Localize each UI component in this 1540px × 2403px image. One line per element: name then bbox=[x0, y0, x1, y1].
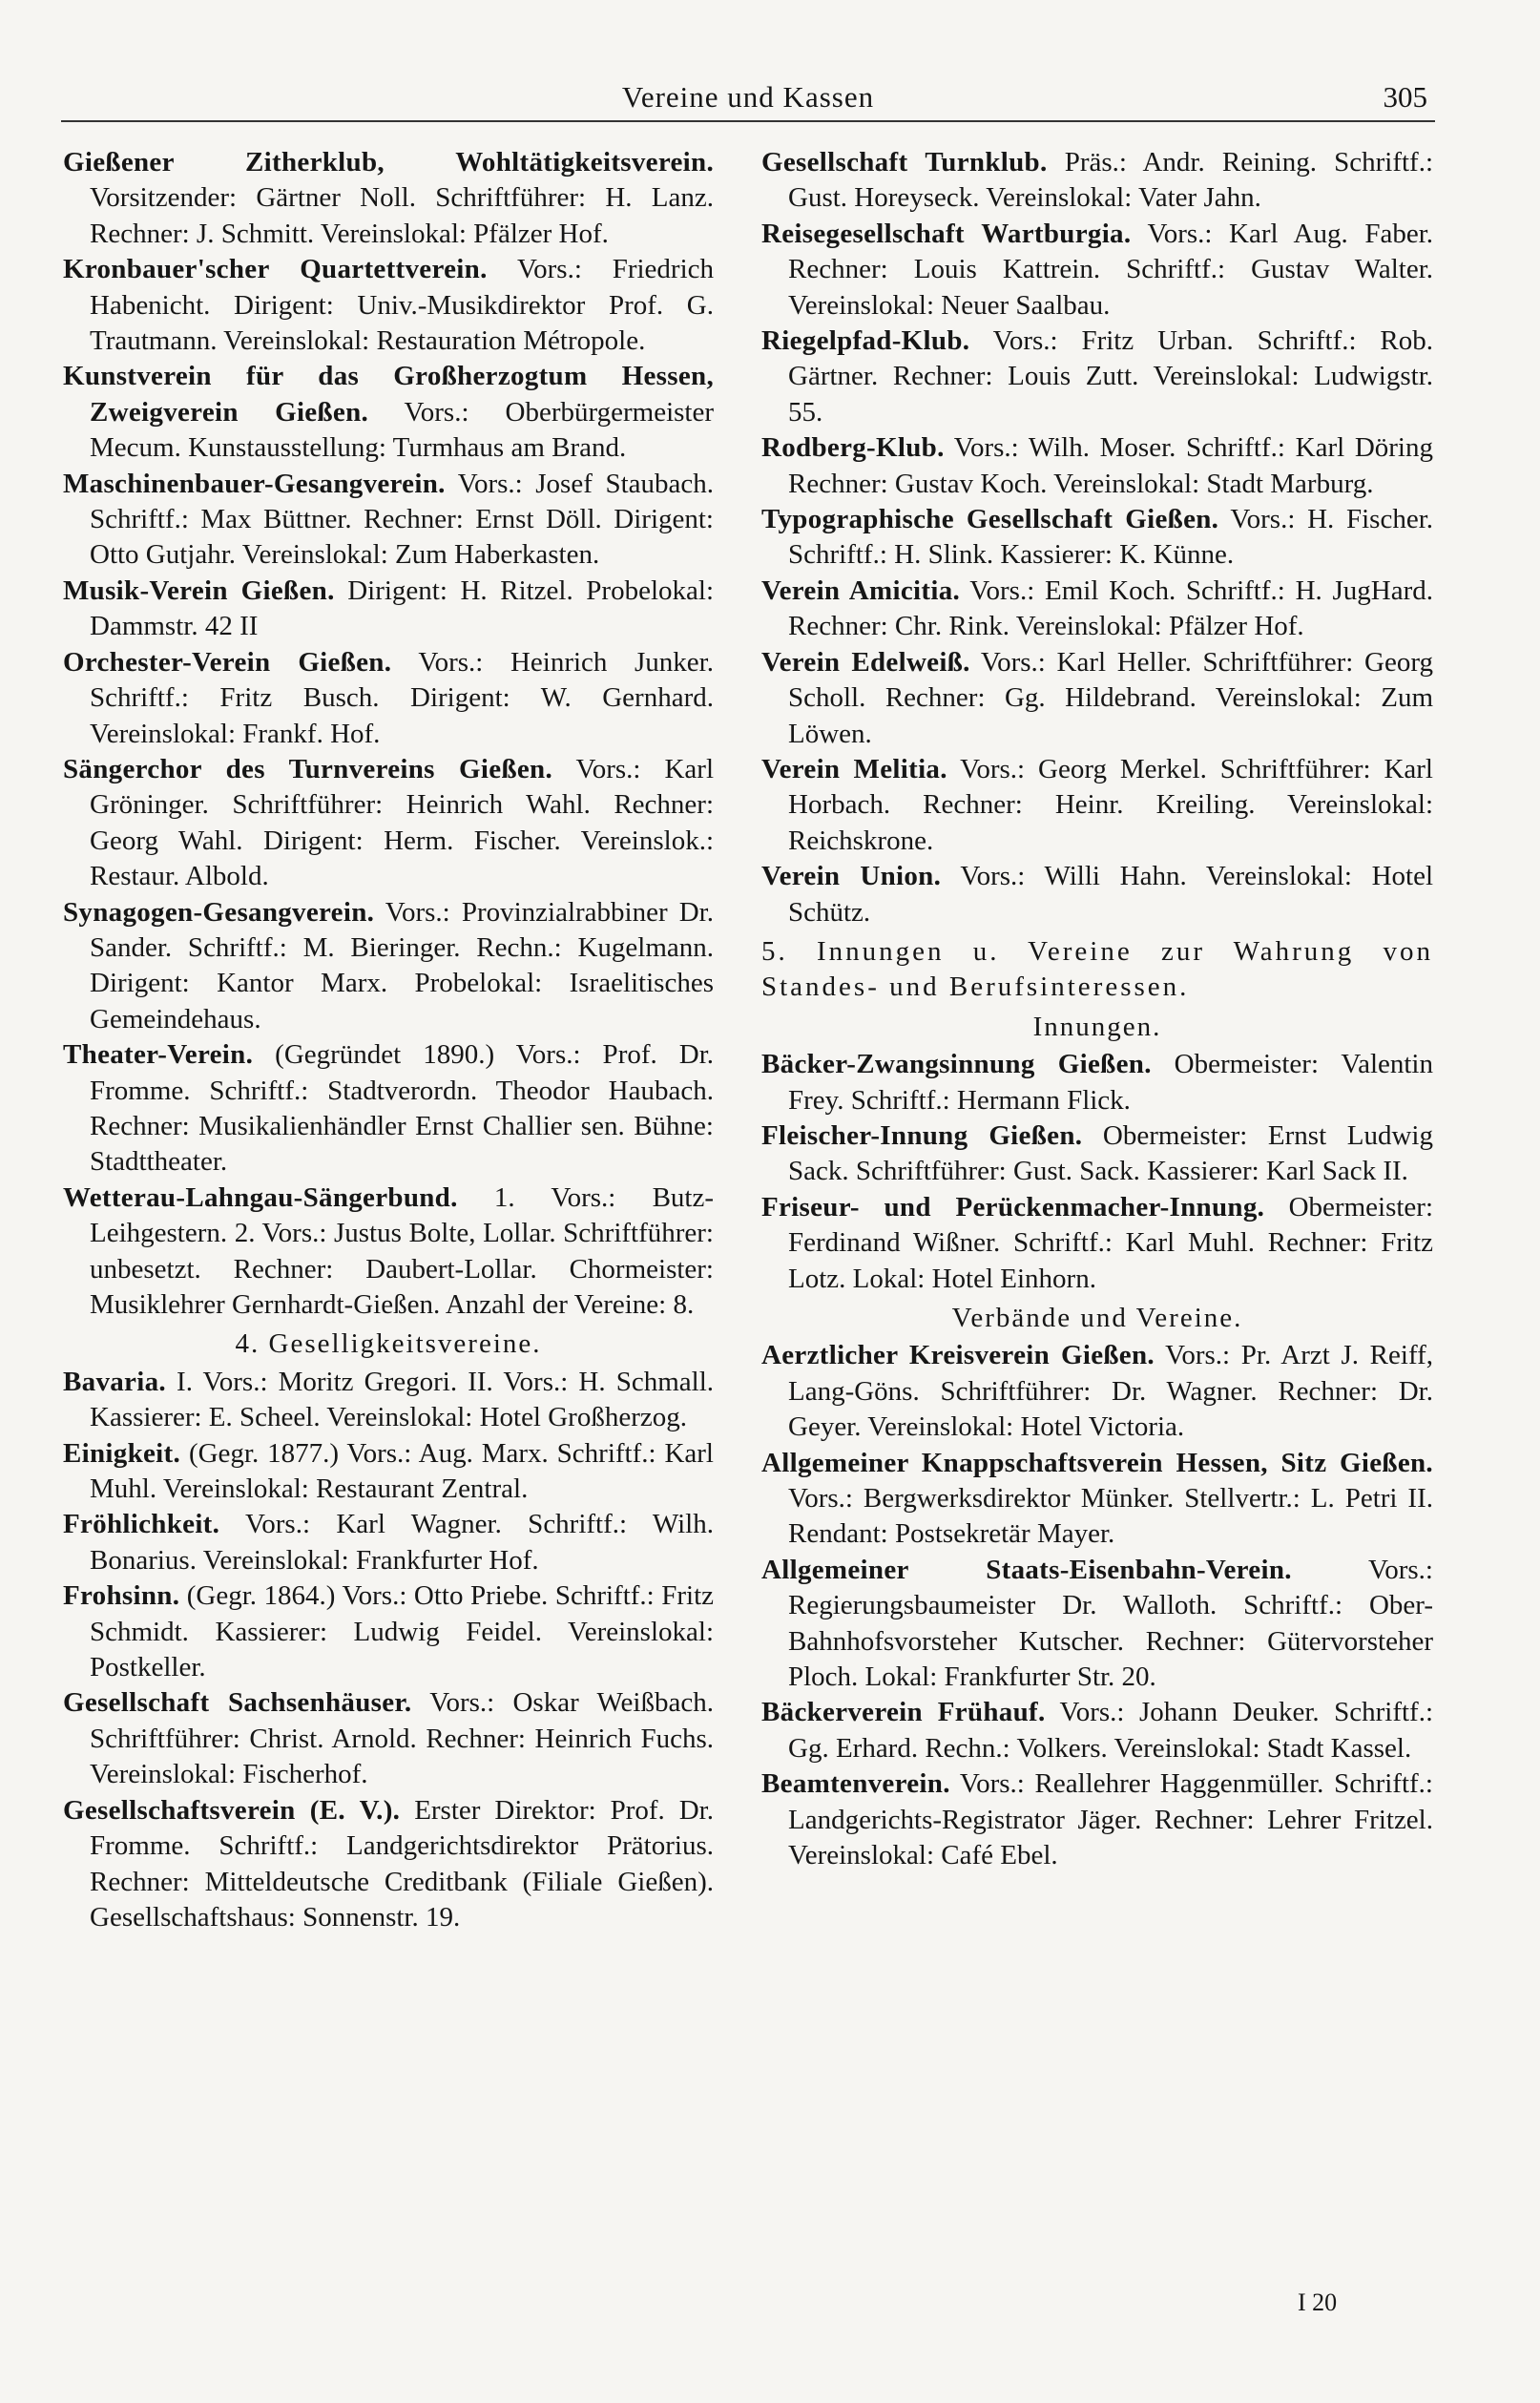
entry-name: Kronbauer'scher Quartettverein. bbox=[63, 254, 488, 285]
directory-entry bbox=[63, 574, 714, 645]
entry-name: Verein Union. bbox=[761, 861, 942, 892]
directory-entry bbox=[63, 359, 714, 466]
directory-entry bbox=[63, 1685, 714, 1792]
directory-entry bbox=[761, 752, 1433, 859]
entry-details: Vors.: Josef Staubach. Schriftf.: Max Büttner. Rechner: Ernst Döll. Dirigent: Otto Gutjahr. Vereinslokal: Zum Haberkasten. bbox=[90, 468, 714, 571]
page-number: 305 bbox=[1383, 80, 1427, 114]
section-heading: 4. Geselligkeitsvereine. bbox=[235, 1328, 542, 1360]
directory-entry bbox=[761, 1446, 1433, 1553]
entry-name: Typographische Gesellschaft Gießen. bbox=[761, 504, 1219, 535]
entry-name: Musik-Verein Gießen. bbox=[63, 575, 335, 606]
entry-details: Vors.: Heinrich Junker. Schriftf.: Fritz Busch. Dirigent: W. Gernhard. Vereinslokal: Frankf. Hof. bbox=[90, 646, 714, 749]
entry-name: Verein Edelweiß. bbox=[761, 646, 970, 678]
entry-details: Vors.: Emil Koch. Schriftf.: H. JugHard. Rechner: Chr. Rink. Vereinslokal: Pfälzer Hof. bbox=[788, 575, 1434, 642]
entry-name: Sängerchor des Turnvereins Gießen. bbox=[63, 753, 553, 784]
entry-name: Maschinenbauer-Gesangverein. bbox=[63, 468, 446, 499]
entry-name: Einigkeit. bbox=[63, 1437, 181, 1469]
entry-name: Frohsinn. bbox=[63, 1580, 180, 1612]
entry-details: Vors.: Fritz Urban. Schriftf.: Rob. Gärtner. Rechner: Louis Zutt. Vereinslokal: Ludwigstr. 55. bbox=[788, 325, 1433, 428]
entry-name: Allgemeiner Knappschaftsverein Hessen, Sitz Gießen. bbox=[761, 1447, 1433, 1478]
directory-entry bbox=[761, 502, 1433, 574]
entry-name: Fleischer-Innung Gießen. bbox=[761, 1119, 1083, 1151]
entry-name: Bäckerverein Frühauf. bbox=[761, 1697, 1046, 1728]
running-title: Vereine und Kassen bbox=[621, 80, 875, 114]
directory-entry bbox=[63, 645, 714, 752]
directory-entry bbox=[63, 752, 714, 895]
section-heading: Innungen. bbox=[1032, 1011, 1162, 1042]
entry-details: (Gegründet 1890.) Vors.: Prof. Dr. Fromme. Schriftf.: Stadtverordn. Theodor Haubach. Rechner: Musikalienhändler Ernst Challier sen. Bühne: Stadttheater. bbox=[90, 1039, 715, 1178]
entry-details: I. Vors.: Moritz Gregori. II. Vors.: H. Schmall. Kassierer: E. Scheel. Vereinslokal: Hotel Großherzog. bbox=[90, 1366, 715, 1433]
entry-details: Vors.: Provinzialrabbiner Dr. Sander. Schriftf.: M. Bieringer. Rechn.: Kugelmann. Dirigent: Kantor Marx. Probelokal: Israelitisches Gemeindehaus. bbox=[90, 896, 714, 1034]
left-column bbox=[63, 145, 714, 1935]
entry-details: Vors.: Reallehrer Haggenmüller. Schriftf.: Landgerichts-Registrator Jäger. Rechner: Lehrer Fritzel. Vereinslokal: Café Ebel. bbox=[788, 1768, 1433, 1871]
entry-details: Obermeister: Ernst Ludwig Sack. Schriftführer: Gust. Sack. Kassierer: Karl Sack II. bbox=[788, 1119, 1433, 1187]
directory-entry bbox=[761, 1118, 1433, 1190]
entry-details: Vors.: Karl Wagner. Schriftf.: Wilh. Bonarius. Vereinslokal: Frankfurter Hof. bbox=[90, 1509, 714, 1576]
directory-entry bbox=[761, 324, 1433, 430]
entry-name: Fröhlichkeit. bbox=[63, 1509, 220, 1540]
entry-name: Riegelpfad-Klub. bbox=[761, 325, 970, 357]
directory-entry bbox=[761, 1553, 1433, 1696]
entry-name: Allgemeiner Staats-Eisenbahn-Verein. bbox=[761, 1554, 1292, 1585]
directory-entry bbox=[63, 467, 714, 574]
sheet-signature: I 20 bbox=[1298, 2288, 1338, 2316]
entry-name: Wetterau-Lahngau-Sängerbund. bbox=[63, 1181, 458, 1213]
entry-name: Beamtenverein. bbox=[761, 1768, 950, 1800]
directory-entry bbox=[761, 1338, 1433, 1445]
entry-details: Präs.: Andr. Reining. Schriftf.: Gust. Horeyseck. Vereinslokal: Vater Jahn. bbox=[788, 147, 1433, 214]
entry-name: Gesellschaft Sachsenhäuser. bbox=[63, 1687, 412, 1719]
entry-name: Verein Amicitia. bbox=[761, 575, 961, 606]
directory-entry bbox=[63, 1507, 714, 1578]
entry-name: Synagogen-Gesangverein. bbox=[63, 896, 375, 928]
entry-details: Vors.: Karl Aug. Faber. Rechner: Louis Kattrein. Schriftf.: Gustav Walter. Vereinslokal: Neuer Saalbau. bbox=[788, 218, 1434, 321]
entry-name: Aerztlicher Kreisverein Gießen. bbox=[761, 1340, 1155, 1371]
directory-entry bbox=[63, 1436, 714, 1508]
directory-entry bbox=[63, 252, 714, 359]
entry-name: Gesellschaftsverein (E. V.). bbox=[63, 1794, 401, 1826]
entry-details: (Gegr. 1864.) Vors.: Otto Priebe. Schriftf.: Fritz Schmidt. Kassierer: Ludwig Feidel. Vereinslokal: Postkeller. bbox=[90, 1580, 714, 1683]
entry-name: Bäcker-Zwangsinnung Gießen. bbox=[761, 1049, 1152, 1080]
entry-details: Vors.: Johann Deuker. Schriftf.: Gg. Erhard. Rechn.: Volkers. Vereinslokal: Stadt Kassel. bbox=[788, 1697, 1434, 1764]
entry-name: Bavaria. bbox=[63, 1366, 166, 1397]
entry-details: (Gegr. 1877.) Vors.: Aug. Marx. Schriftf.: Karl Muhl. Vereinslokal: Restaurant Zentral. bbox=[90, 1437, 714, 1505]
section-heading: Verbände und Vereine. bbox=[951, 1303, 1243, 1333]
directory-entry bbox=[761, 430, 1433, 502]
entry-details: Obermeister: Valentin Frey. Schriftf.: Hermann Flick. bbox=[788, 1049, 1433, 1116]
directory-entry bbox=[761, 859, 1433, 930]
running-header bbox=[61, 78, 1435, 122]
directory-entry bbox=[761, 1047, 1433, 1118]
directory-entry bbox=[63, 895, 714, 1038]
entry-details: 1. Vors.: Butz-Leihgestern. 2. Vors.: Justus Bolte, Lollar. Schriftführer: unbesetzt. Rechner: Daubert-Lollar. Chormeister: Musiklehrer Gernhardt-Gießen. Anzahl der Vereine: 8. bbox=[90, 1181, 715, 1320]
entry-details: Vors.: Karl Gröninger. Schriftführer: Heinrich Wahl. Rechner: Georg Wahl. Dirigent: Herm. Fischer. Vereinslok.: Restaur. Albold. bbox=[90, 753, 714, 892]
directory-entry bbox=[63, 1365, 714, 1436]
entry-name: Gießener Zitherklub, Wohltätigkeitsverein. bbox=[63, 147, 714, 178]
entry-details: Vors.: Willi Hahn. Vereinslokal: Hotel Schütz. bbox=[788, 861, 1434, 928]
entry-details: Vors.: Regierungsbaumeister Dr. Walloth. Schriftf.: Ober-Bahnhofsvorsteher Kutscher. Rechner: Gütervorsteher Ploch. Lokal: Frankfurter Str. 20. bbox=[788, 1554, 1433, 1693]
directory-entry bbox=[761, 645, 1433, 752]
entry-name: Reisegesellschaft Wartburgia. bbox=[761, 218, 1132, 249]
right-column bbox=[761, 145, 1433, 1874]
directory-entry bbox=[63, 1037, 714, 1181]
entry-details: Vors.: Karl Heller. Schriftführer: Georg Scholl. Rechner: Gg. Hildebrand. Vereinslokal: Zum Löwen. bbox=[788, 646, 1433, 749]
directory-entry bbox=[63, 1578, 714, 1685]
entry-details: Vorsitzender: Gärtner Noll. Schriftführer: H. Lanz. Rechner: J. Schmitt. Vereinslokal: Pfälzer Hof. bbox=[90, 182, 714, 249]
entry-details: Vors.: Bergwerksdirektor Münker. Stellvertr.: L. Petri II. Rendant: Postsekretär Mayer. bbox=[788, 1483, 1433, 1550]
directory-entry bbox=[761, 1695, 1433, 1766]
entry-details: Obermeister: Ferdinand Wißner. Schriftf.: Karl Muhl. Rechner: Fritz Lotz. Lokal: Hotel Einhorn. bbox=[788, 1191, 1433, 1294]
entry-name: Verein Melitia. bbox=[761, 753, 947, 784]
entry-details: Vors.: Georg Merkel. Schriftführer: Karl Horbach. Rechner: Heinr. Kreiling. Vereinslokal: Reichskrone. bbox=[788, 753, 1433, 856]
directory-entry bbox=[63, 1181, 714, 1324]
directory-entry bbox=[63, 1793, 714, 1936]
entry-details: Vors.: Pr. Arzt J. Reiff, Lang-Göns. Schriftführer: Dr. Wagner. Rechner: Dr. Geyer. Vereinslokal: Hotel Victoria. bbox=[788, 1340, 1433, 1443]
section-heading: 5. Innungen u. Vereine zur Wahrung von Standes- und Berufsinteressen. bbox=[761, 935, 1433, 1003]
entry-details: Dirigent: H. Ritzel. Probelokal: Dammstr. 42 II bbox=[90, 575, 715, 642]
entry-details: Erster Direktor: Prof. Dr. Fromme. Schriftf.: Landgerichtsdirektor Prätorius. Rechner: Mitteldeutsche Creditbank (Filiale Gießen). Gesellschaftshaus: Sonnenstr. 19. bbox=[90, 1794, 714, 1933]
directory-entry bbox=[761, 145, 1433, 217]
directory-entry bbox=[761, 574, 1433, 645]
directory-entry bbox=[63, 145, 714, 252]
entry-name: Friseur- und Perückenmacher-Innung. bbox=[761, 1191, 1265, 1222]
entry-name: Kunstverein für das Großherzogtum Hessen, Zweigverein Gießen. bbox=[63, 361, 714, 428]
entry-name: Orchester-Verein Gießen. bbox=[63, 646, 392, 678]
entry-name: Theater-Verein. bbox=[63, 1039, 254, 1071]
directory-entry bbox=[761, 217, 1433, 324]
entry-details: Vors.: Wilh. Moser. Schriftf.: Karl Döring Rechner: Gustav Koch. Vereinslokal: Stadt Marburg. bbox=[788, 432, 1433, 499]
entry-details: Vors.: Friedrich Habenicht. Dirigent: Univ.-Musikdirektor Prof. G. Trautmann. Vereinslokal: Restauration Métropole. bbox=[90, 254, 714, 357]
directory-entry bbox=[761, 1190, 1433, 1297]
directory-entry bbox=[761, 1766, 1433, 1873]
entry-name: Rodberg-Klub. bbox=[761, 432, 945, 464]
entry-details: Vors.: Oskar Weißbach. Schriftführer: Christ. Arnold. Rechner: Heinrich Fuchs. Vereinslokal: Fischerhof. bbox=[90, 1687, 714, 1790]
entry-details: Vors.: H. Fischer. Schriftf.: H. Slink. Kassierer: K. Künne. bbox=[788, 504, 1433, 571]
entry-name: Gesellschaft Turnklub. bbox=[761, 147, 1048, 178]
entry-details: Vors.: Oberbürgermeister Mecum. Kunstausstellung: Turmhaus am Brand. bbox=[90, 396, 714, 464]
